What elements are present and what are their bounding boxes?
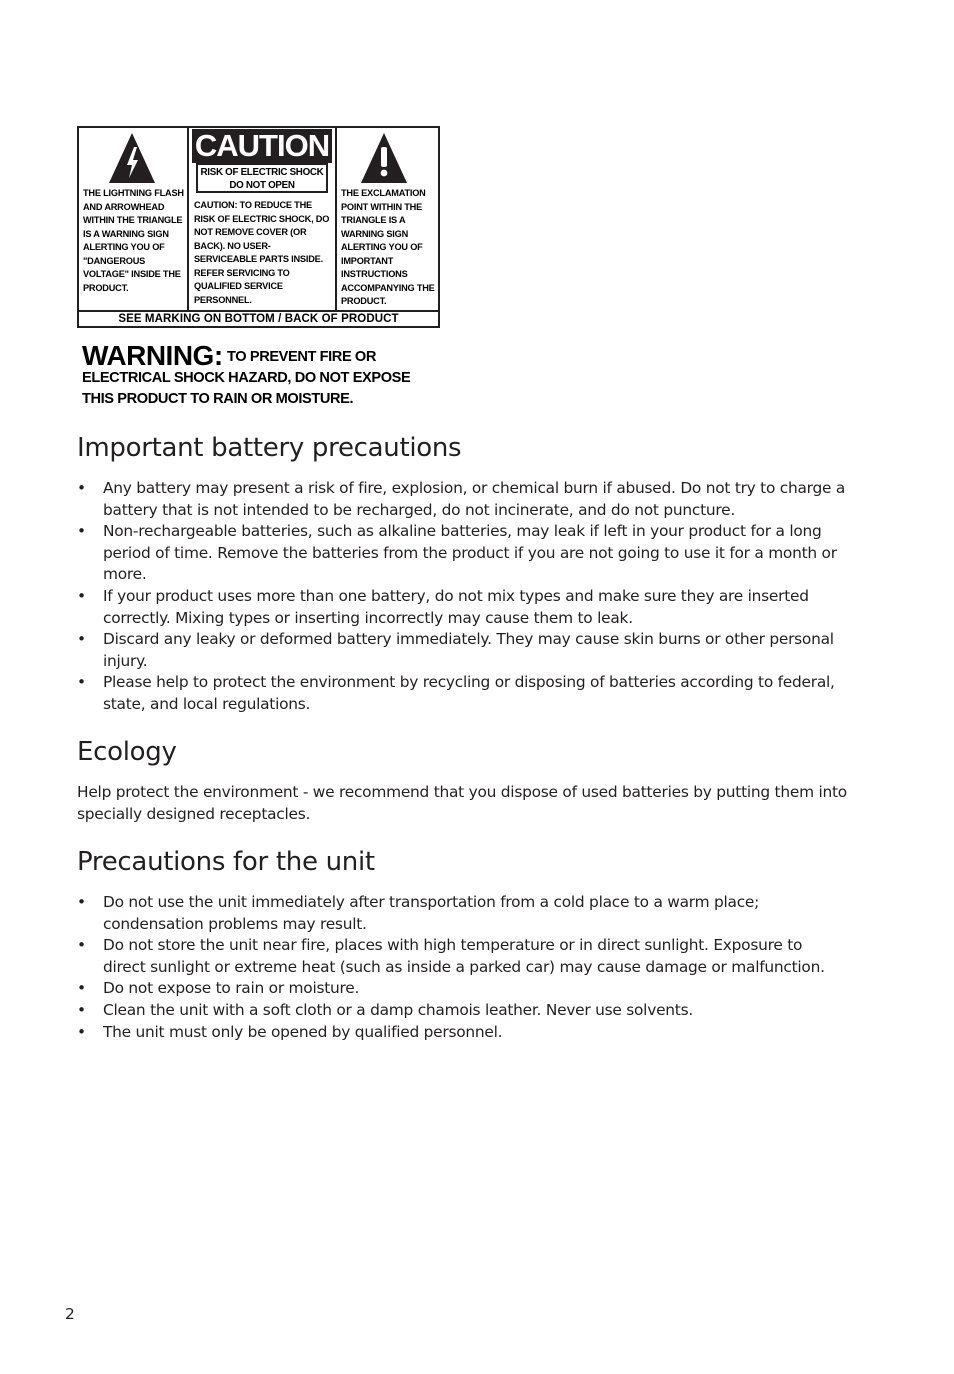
warning-body	[82, 368, 410, 410]
lightning-triangle-icon	[109, 133, 155, 183]
list-item: • Do not use the unit immediately after transportation from a cold place to a warm place; condensation problems may result.	[77, 892, 847, 935]
caution-right-panel	[337, 128, 438, 310]
lightning-warning-text: THE LIGHTNING FLASH AND ARROWHEAD WITHIN THE TRIANGLE IS A WARNING SIGN ALERTING YOU OF "DANGEROUS VOLTAGE" INSIDE THE PRODUCT.	[83, 188, 184, 293]
warning-line-3: THIS PRODUCT TO RAIN OR MOISTURE.	[82, 391, 354, 407]
list-item: • Please help to protect the environment by recycling or disposing of batteries according to federal, state, and local regulations.	[77, 672, 847, 715]
risk-of-shock-box	[196, 163, 328, 193]
battery-heading: Important battery precautions	[77, 433, 462, 463]
see-marking-text: SEE MARKING ON BOTTOM / BACK OF PRODUCT	[79, 310, 438, 326]
caution-left-panel	[79, 128, 189, 310]
ecology-paragraph: Help protect the environment - we recommend that you dispose of used batteries by putting them into specially designed receptacles.	[77, 783, 847, 823]
caution-label	[77, 126, 440, 328]
caution-instructions: CAUTION: TO REDUCE THE RISK OF ELECTRIC SHOCK, DO NOT REMOVE COVER (OR BACK). NO USER-SERVICEABLE PARTS INSIDE. REFER SERVICING TO QUALIFIED SERVICE PERSONNEL.	[194, 200, 330, 305]
unit-list	[77, 892, 847, 1043]
caution-middle-panel	[189, 128, 337, 310]
warning-line-2: ELECTRICAL SHOCK HAZARD, DO NOT EXPOSE	[82, 370, 411, 386]
battery-list	[77, 478, 847, 716]
warning-line-1: TO PREVENT FIRE OR	[227, 349, 377, 365]
list-item: • Clean the unit with a soft cloth or a damp chamois leather. Never use solvents.	[77, 1000, 847, 1022]
exclamation-warning-text: THE EXCLAMATION POINT WITHIN THE TRIANGLE IS A WARNING SIGN ALERTING YOU OF IMPORTANT INSTRUCTIONS ACCOMPANYING THE PRODUCT.	[341, 188, 435, 306]
warning-title: WARNING:	[82, 340, 223, 371]
ecology-heading: Ecology	[77, 737, 177, 767]
unit-heading: Precautions for the unit	[77, 847, 375, 877]
caution-title: CAUTION	[192, 129, 332, 163]
list-item: • The unit must only be opened by qualified personnel.	[77, 1022, 847, 1044]
risk-line-1: RISK OF ELECTRIC SHOCK	[200, 167, 324, 178]
list-item: • Discard any leaky or deformed battery immediately. They may cause skin burns or other personal injury.	[77, 629, 847, 672]
list-item: • Any battery may present a risk of fire, explosion, or chemical burn if abused. Do not try to charge a battery that is not intended to be recharged, do not incinerate, and do not puncture.	[77, 478, 847, 521]
risk-line-2: DO NOT OPEN	[229, 180, 295, 191]
warning-statement	[82, 340, 452, 407]
list-item: • Do not expose to rain or moisture.	[77, 978, 847, 1000]
list-item: • Non-rechargeable batteries, such as alkaline batteries, may leak if left in your product for a long period of time. Remove the batteries from the product if you are not going to use it for a month or more.	[77, 521, 847, 586]
page-number: 2	[65, 1305, 75, 1323]
list-item: • If your product uses more than one battery, do not mix types and make sure they are inserted correctly. Mixing types or inserting incorrectly may cause them to leak.	[77, 586, 847, 629]
list-item: • Do not store the unit near fire, places with high temperature or in direct sunlight. Exposure to direct sunlight or extreme heat (such as inside a parked car) may cause damage or malfunction.	[77, 935, 847, 978]
exclamation-triangle-icon	[361, 133, 407, 183]
